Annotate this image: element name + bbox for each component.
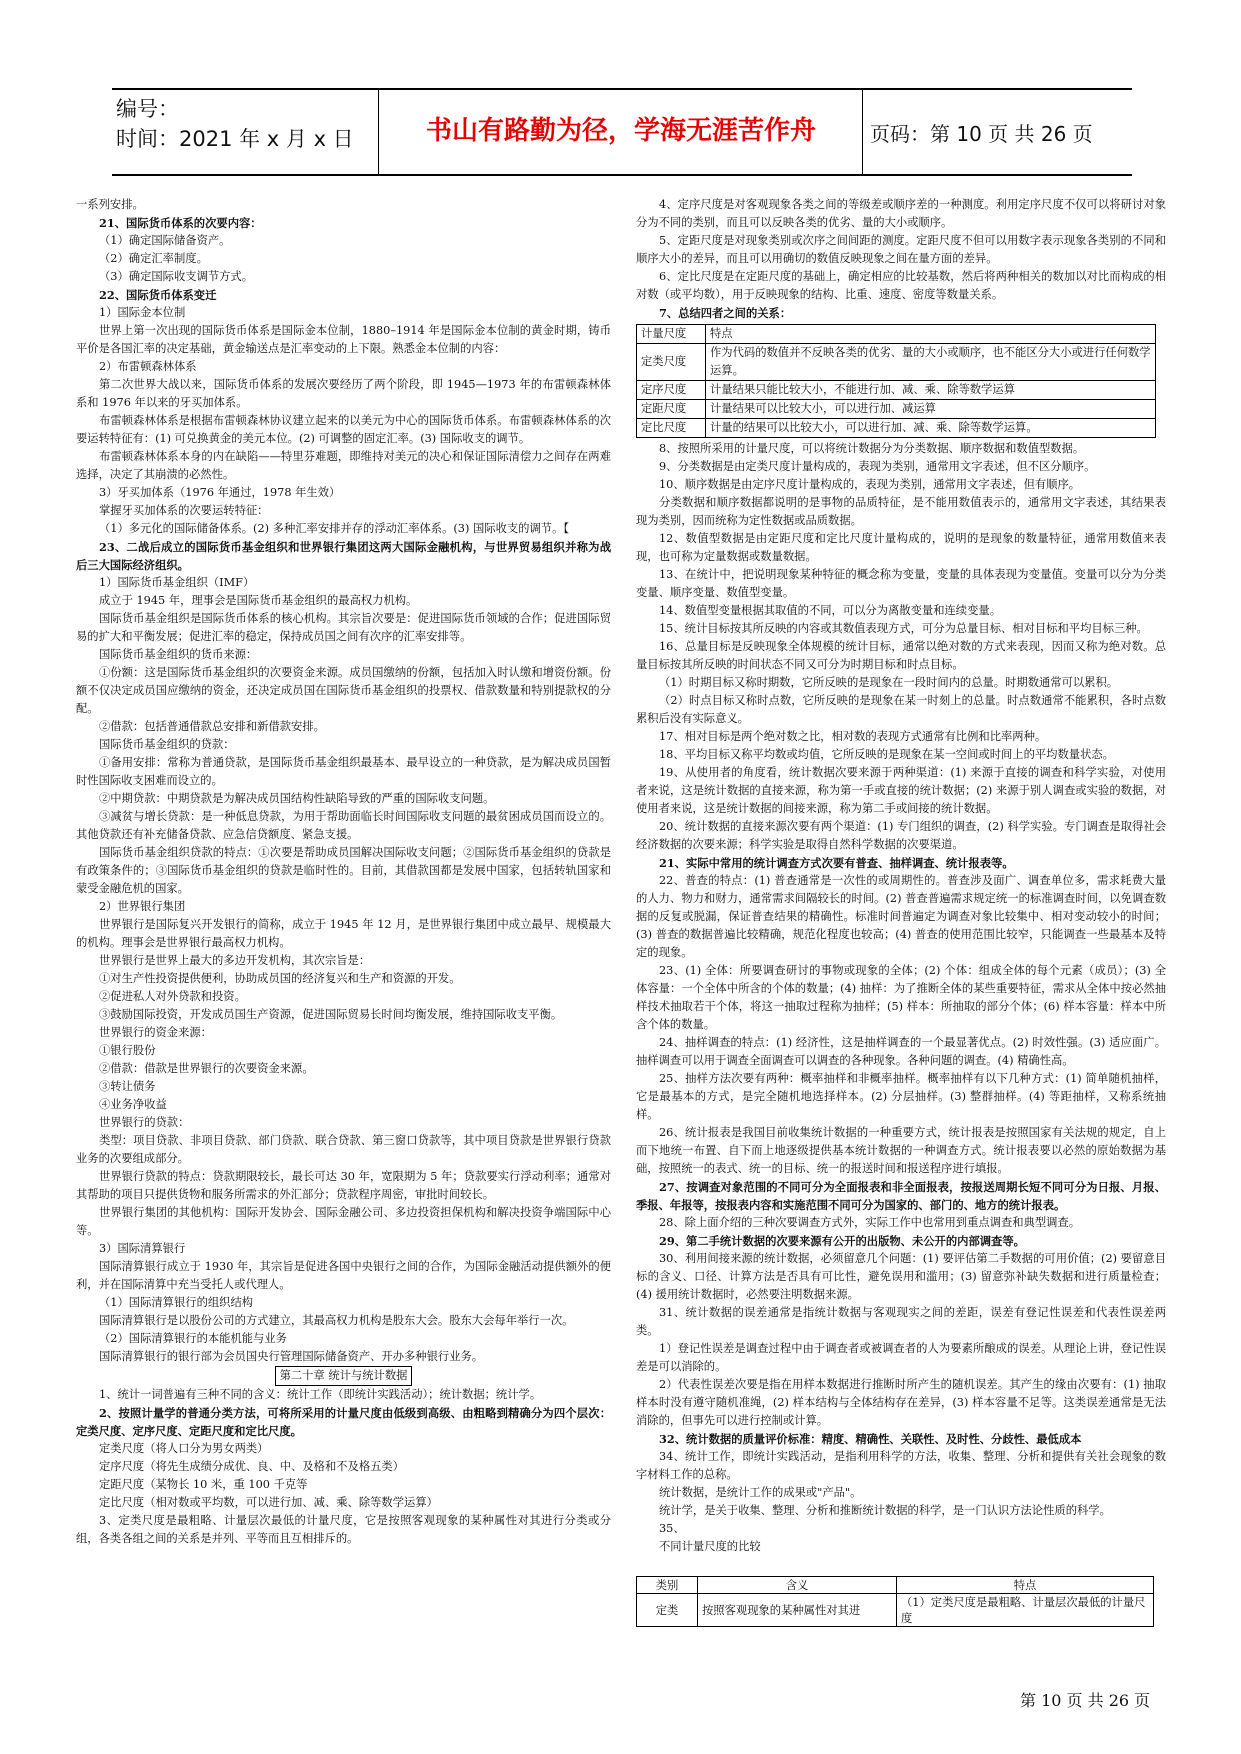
paragraph: 32、统计数据的质量评价标准：精度、精确性、关联性、及时性、分歧性、最低成本 (659, 1432, 1082, 1446)
paragraph: 成立于 1945 年，理事会是国际货币基金组织的最高权力机构。 (99, 594, 418, 607)
list-item: ②借款：借款是世界银行的次要资金来源。 (99, 1062, 314, 1075)
paragraph: 19、从使用者的角度看，统计数据次要来源于两种渠道：(1) 来源于直接的调查和科学实验，对使用者来说，这是统计数据的直接来源，称为第一手或直接的统计数据；(2) 来源于别人调查或实验的数据，对使用者来说，这是统计数据的间接来源，称为第二手或间接的统计数据。 (636, 766, 1166, 815)
paragraph: 28、除上面介绍的三种次要调查方式外，实际工作中也常用到重点调查和典型调查。 (659, 1216, 1081, 1229)
table-cell: （1）定类尺度是最粗略、计量层次最低的计量尺度 (897, 1594, 1154, 1627)
table-header-cell: 特点 (897, 1577, 1154, 1594)
subheading: 1）国际货币基金组织（IMF） (99, 576, 255, 589)
doc-number-label: 编号： (116, 97, 179, 121)
paragraph: （1）时期目标又称时期数，它所反映的是现象在一段时间内的总量。时期数通常可以累积。 (659, 676, 1119, 689)
header-page-number: 页码：第 10 页 共 26 页 (870, 122, 1093, 146)
list-item: （1）确定国际储备资产。 (99, 234, 231, 247)
paragraph: ③减贫与增长贷款：是一种低息贷款，为用于帮助面临长时间国际收支问题的最贫困成员国而设立的。其他贷款还有补充储备贷款、应急信贷额度、紧急支援。 (76, 810, 611, 841)
paragraph: （2）时点目标又称时点数，它所反映的是现象在某一时刻上的总量。时点数通常不能累积，各时点数累积后没有实际意义。 (636, 694, 1166, 725)
list-item: ③转让债务 (99, 1080, 156, 1093)
paragraph: 一系列安排。 (76, 198, 144, 211)
list-item: 定比尺度（相对数或平均数，可以进行加、减、乘、除等数学运算） (99, 1496, 438, 1509)
paragraph: 掌握牙买加体系的次要运转特征： (99, 504, 269, 517)
paragraph: 国际货币基金组织的贷款： (99, 738, 235, 751)
table-cell: 计量结果只能比较大小，不能进行加、减、乘、除等数学运算 (706, 381, 1156, 400)
subheading: （2）国际清算银行的本能机能与业务 (99, 1332, 287, 1345)
table-cell: 定类 (637, 1594, 698, 1627)
table-row (637, 381, 1156, 400)
paragraph: 国际清算银行是以股份公司的方式建立，其最高权力机构是股东大会。股东大会每年举行一次。 (99, 1314, 574, 1327)
doc-time-label: 时间：2021 年 x 月 x 日 (116, 127, 354, 151)
paragraph: 12、数值型数据是由定距尺度和定比尺度计量构成的，说明的是现象的数量特征，通常用数值来表现，也可称为定量数据或数量数据。 (636, 532, 1166, 563)
right-column (636, 196, 1166, 1556)
table-cell: 计量结果可以比较大小，可以进行加、减运算 (706, 400, 1156, 419)
table-cell: 按照客观现象的某种属性对其进 (698, 1594, 897, 1627)
paragraph: 第二次世界大战以来，国际货币体系的发展次要经历了两个阶段，即 1945—1973 年的布雷顿森林体系和 1976 年以来的牙买加体系。 (76, 378, 611, 409)
paragraph: 7、总结四者之间的关系： (659, 306, 792, 320)
paragraph: （1）多元化的国际储备体系。(2) 多种汇率安排并存的浮动汇率体系。(3) 国际收支的调节。【 (99, 522, 570, 535)
section-heading: 23、二战后成立的国际货币基金组织和世界银行集团这两大国际金融机构，与世界贸易组织并称为战后三大国际经济组织。 (76, 540, 611, 572)
table-row (637, 1594, 1154, 1627)
scale-table (636, 324, 1156, 438)
paragraph: 21、实际中常用的统计调查方式次要有普查、抽样调查、统计报表等。 (659, 856, 1014, 870)
paragraph: 34、统计工作，即统计实践活动，是指利用科学的方法，收集、整理、分析和提供有关社会现象的数字材料工作的总称。 (636, 1450, 1166, 1481)
paragraph: 25、抽样方法次要有两种：概率抽样和非概率抽样。概率抽样有以下几种方式：(1) 简单随机抽样，它是最基本的方式，是完全随机地选择样本。(2) 分层抽样。(3) 整群抽样。(4) 等距抽样，又称系统抽样。 (636, 1072, 1166, 1121)
paragraph: 世界银行是国际复兴开发银行的简称，成立于 1945 年 12 月，是世界银行集团中成立最早、规模最大的机构。理事会是世界银行最高权力机构。 (76, 918, 611, 949)
paragraph: 6、定比尺度是在定距尺度的基础上，确定相应的比较基数，然后将两种相关的数加以对比而构成的相对数（或平均数），用于反映现象的结构、比重、速度、密度等数量关系。 (636, 270, 1166, 301)
table-cell: 定比尺度 (637, 419, 706, 438)
footer-page-number: 第 10 页 共 26 页 (1020, 1691, 1151, 1710)
header-motto: 书山有路勤为径，学海无涯苦作舟 (425, 116, 816, 146)
table-header-cell: 类别 (637, 1577, 698, 1594)
subheading: 1）国际金本位制 (99, 306, 186, 319)
header-divider (378, 90, 379, 174)
paragraph: 国际货币基金组织是国际货币体系的核心机构。其宗旨次要是：促进国际货币领域的合作；促进国际贸易的扩大和平衡发展；促进汇率的稳定，保持成员国之间有次序的汇率安排等。 (76, 612, 611, 643)
list-item: ①对生产性投资提供便利，协助成员国的经济复兴和生产和资源的开发。 (99, 972, 461, 985)
list-item: ④业务净收益 (99, 1098, 167, 1111)
table-header-row (637, 325, 1156, 344)
paragraph: 世界银行贷款的特点：贷款期限较长，最长可达 30 年，宽限期为 5 年；贷款要实行浮动利率；通常对其帮助的项目只提供货物和服务所需求的外汇部分；贷款程序周密，审批时间较长。 (76, 1170, 611, 1201)
paragraph: 3、定类尺度是最粗略、计量层次最低的计量尺度，它是按照客观现象的某种属性对其进行分类或分组，各类各组之间的关系是并列、平等而且互相排斥的。 (76, 1514, 611, 1545)
table-cell: 定序尺度 (637, 381, 706, 400)
scale-comparison-table (636, 1576, 1154, 1627)
subheading: 2）世界银行集团 (99, 900, 186, 913)
paragraph: 8、按照所采用的计量尺度，可以将统计数据分为分类数据、顺序数据和数值型数据。 (659, 442, 1085, 455)
list-item: （3）确定国际收支调节方式。 (99, 270, 254, 283)
list-item: 定距尺度（某物长 10 米，重 100 千克等 (99, 1478, 308, 1491)
chapter-title: 第二十章 统计与统计数据 (275, 1366, 413, 1386)
paragraph: 世界银行集团的其他机构：国际开发协会、国际金融公司、多边投资担保机构和解决投资争端国际中心等。 (76, 1206, 611, 1237)
paragraph: 1、统计一词普遍有三种不同的含义：统计工作（即统计实践活动）；统计数据；统计学。 (99, 1388, 542, 1401)
paragraph: 27、按调查对象范围的不同可分为全面报表和非全面报表，按报送周期长短不同可分为日报、月报、季报、年报等，按报表内容和实施范围不同可分为国家的、部门的、地方的统计报表。 (636, 1180, 1166, 1212)
list-item: （2）确定汇率制度。 (99, 252, 208, 265)
table-cell: 定类尺度 (637, 344, 706, 381)
paragraph: 世界银行的资金来源： (99, 1026, 212, 1039)
paragraph: 统计数据，是统计工作的成果或"产品"。 (659, 1486, 862, 1499)
paragraph: 布雷顿森林体系本身的内在缺陷——特里芬难题，即维持对美元的决心和保证国际清偿力之间存在两难选择，决定了其崩溃的必然性。 (76, 450, 611, 481)
paragraph: 国际清算银行的银行部为会员国央行管理国际储备资产、开办多种银行业务。 (99, 1350, 484, 1363)
paragraph: 30、利用间接来源的统计数据，必须留意几个问题：(1) 要评估第二手数据的可用价值；(2) 要留意目标的含义、口径、计算方法是否具有可比性，避免误用和滥用；(3) 留意弥补缺失数据和进行质量检查；(4) 援用统计数据时，必然要注明数据来源。 (636, 1252, 1166, 1301)
paragraph: 22、普查的特点：(1) 普查通常是一次性的或周期性的。普查涉及面广、调查单位多，需求耗费大量的人力、物力和财力，通常需求间隔较长的时间。(2) 普查普遍需求规定统一的标准调查时间，以免调查数据的反复或脱漏，保证普查结果的精确性。标准时间普遍定为调查对象比较集中、相对变动较小的时间；(3) 普查的数据普遍比较精确，规范化程度也较高；(4) 普查的使用范围比较窄，只能调查一些最基本及特定的现象。 (636, 874, 1166, 959)
paragraph: 国际货币基金组织贷款的特点：①次要是帮助成员国解决国际收支问题；②国际货币基金组织的贷款是有政策条件的；③国际货币基金组织的贷款是临时性的。目前，其借款国都是发展中国家，包括转轨国家和蒙受金融危机的国家。 (76, 846, 611, 895)
paragraph: 14、数值型变量根据其取值的不同，可以分为离散变量和连续变量。 (659, 604, 1001, 617)
page-header (112, 88, 1132, 176)
table-header-cell: 特点 (706, 325, 1156, 344)
paragraph: 统计学，是关于收集、整理、分析和推断统计数据的科学，是一门认识方法论性质的科学。 (659, 1504, 1111, 1517)
section-heading: 21、国际货币体系的次要内容： (99, 216, 262, 230)
paragraph: 35、 (659, 1522, 685, 1535)
subheading: 2）布雷顿森林体系 (99, 360, 197, 373)
subheading: （1）国际清算银行的组织结构 (99, 1296, 254, 1309)
paragraph: 17、相对目标是两个绝对数之比，相对数的表现方式通常有比例和比率两种。 (659, 730, 1047, 743)
paragraph: 24、抽样调查的特点：(1) 经济性，这是抽样调查的一个最显著优点。(2) 时效性强。(3) 适应面广。抽样调查可以用于调查全面调查可以调查的各种现象。各种问题的调查。(4) 精确性高。 (636, 1036, 1166, 1067)
paragraph: ①备用安排：常称为普通贷款，是国际货币基金组织最基本、最早设立的一种贷款，是为解决成员国暂时性国际收支困难而设立的。 (76, 756, 611, 787)
paragraph: 10、顺序数据是由定序尺度计量构成的，表现为类别，通常用文字表述，但有顺序。 (659, 478, 1081, 491)
chapter-title-row (76, 1366, 611, 1386)
section-heading: 22、国际货币体系变迁 (99, 288, 217, 302)
subheading: 3）国际清算银行 (99, 1242, 186, 1255)
paragraph: 20、统计数据的直接来源次要有两个渠道：(1) 专门组织的调查，(2) 科学实验。专门调查是取得社会经济数据的次要来源；科学实验是取得自然科学数据的次要渠道。 (636, 820, 1166, 851)
paragraph: 4、定序尺度是对客观现象各类之间的等级差或顺序差的一种测度。利用定序尺度不仅可以将研讨对象分为不同的类别，而且可以反映各类的优劣、量的大小或顺序。 (636, 198, 1166, 229)
paragraph: 国际货币基金组织的货币来源： (99, 648, 258, 661)
paragraph: 世界银行的贷款： (99, 1116, 190, 1129)
paragraph: 2）代表性误差次要是指在用样本数据进行推断时所产生的随机误差。其产生的缘由次要有：(1) 抽取样本时没有遵守随机准绳，(2) 样本结构与全体结构存在差异，(3) 样本容量不足等。这类误差通常是无法消除的，但事先可以进行控制或计算。 (636, 1378, 1166, 1427)
list-item: ③鼓励国际投资，开发成员国生产资源，促进国际贸易长时间均衡发展，维持国际收支平衡。 (99, 1008, 563, 1021)
paragraph: 类型：项目贷款、非项目贷款、部门贷款、联合贷款、第三窗口贷款等，其中项目贷款是世界银行贷款业务的次要组成部分。 (76, 1134, 611, 1165)
paragraph: 不同计量尺度的比较 (659, 1540, 761, 1553)
paragraph: 26、统计报表是我国目前收集统计数据的一种重要方式，统计报表是按照国家有关法规的规定，自上而下地统一布置、自下而上地逐级提供基本统计数据的一种调查方式。统计报表要以必然的原始数据为基础，按照统一的表式、统一的目标、统一的报送时间和报送程序进行填报。 (636, 1126, 1166, 1175)
paragraph: 国际清算银行成立于 1930 年，其宗旨是促进各国中央银行之间的合作，为国际金融活动提供额外的便利，并在国际清算中充当受托人或代理人。 (76, 1260, 611, 1291)
list-item: ①银行股份 (99, 1044, 156, 1057)
paragraph: 5、定距尺度是对现象类别或次序之间间距的测度。定距尺度不但可以用数字表示现象各类别的不同和顺序大小的差异，而且可以用确切的数值反映现象之间在量方面的差异。 (636, 234, 1166, 265)
table-header-row (637, 1577, 1154, 1594)
table-header-cell: 含义 (698, 1577, 897, 1594)
paragraph: 世界上第一次出现的国际货币体系是国际金本位制，1880–1914 年是国际金本位制的黄金时期，铸币平价是各国汇率的决定基础，黄金输送点是汇率变动的上下限。熟悉金本位制的内容： (76, 324, 611, 355)
left-column (76, 196, 611, 1548)
list-item: ②促进私人对外贷款和投资。 (99, 990, 246, 1003)
paragraph: 31、统计数据的误差通常是指统计数据与客观现实之间的差距，误差有登记性误差和代表性误差两类。 (636, 1306, 1166, 1337)
paragraph: 布雷顿森林体系是根据布雷顿森林协议建立起来的以美元为中心的国际货币体系。布雷顿森林体系的次要运转特征有：(1) 可兑换黄金的美元本位。(2) 可调整的固定汇率。(3) 国际收支的调节。 (76, 414, 611, 445)
header-divider (862, 90, 863, 174)
paragraph: ②中期贷款：中期贷款是为解决成员国结构性缺陷导致的严重的国际收支问题。 (99, 792, 495, 805)
subheading: 3）牙买加体系（1976 年通过，1978 年生效） (99, 486, 341, 499)
table-header-cell: 计量尺度 (637, 325, 706, 344)
table-cell: 作为代码的数值并不反映各类的优劣、量的大小或顺序，也不能区分大小或进行任何数学运算。 (706, 344, 1156, 381)
paragraph: 13、在统计中，把说明现象某种特征的概念称为变量，变量的具体表现为变量值。变量可以分为分类变量、顺序变量、数值型变量。 (636, 568, 1166, 599)
table-row (637, 400, 1156, 419)
table-row (637, 344, 1156, 381)
paragraph: ②借款：包括普通借款总安排和新借款安排。 (99, 720, 325, 733)
paragraph: 2、按照计量学的普通分类方法，可将所采用的计量尺度由低级到高级、由粗略到精确分为四个层次：定类尺度、定序尺度、定距尺度和定比尺度。 (76, 1406, 611, 1438)
paragraph: 18、平均目标又称平均数或均值，它所反映的是现象在某一空间或时间上的平均数量状态。 (659, 748, 1114, 761)
table-row (637, 419, 1156, 438)
paragraph: 23、(1) 全体：所要调查研讨的事物或现象的全体；(2) 个体：组成全体的每个元素（成员）；(3) 全体容量：一个全体中所含的个体的数量；(4) 抽样：为了推断全体的某些重要特征，需求从全体中按必然抽样技术抽取若干个体，将这一抽取过程称为抽样；(5) 样本：所抽取的部分个体；(6) 样本容量：样本中所含个体的数量。 (636, 964, 1166, 1031)
paragraph: 16、总量目标是反映现象全体规模的统计目标，通常以绝对数的方式来表现，因而又称为绝对数。总量目标按其所反映的时间状态不同又可分为时期目标和时点目标。 (636, 640, 1166, 671)
paragraph: 15、统计目标按其所反映的内容或其数值表现方式，可分为总量目标、相对目标和平均目标三种。 (659, 622, 1148, 635)
header-info (116, 94, 378, 154)
paragraph: 分类数据和顺序数据都说明的是事物的品质特征，是不能用数值表示的，通常用文字表述，其结果表现为类别，因而统称为定性数据或品质数据。 (636, 496, 1166, 527)
list-item: 定序尺度（将先生成绩分成优、良、中、及格和不及格五类） (99, 1460, 405, 1473)
paragraph: 世界银行是世界上最大的多边开发机构，其次宗旨是： (99, 954, 371, 967)
list-item: 定类尺度（将人口分为男女两类） (99, 1442, 269, 1455)
paragraph: 29、第二手统计数据的次要来源有公开的出版物、未公开的内部调查等。 (659, 1234, 1025, 1248)
paragraph: 1）登记性误差是调查过程中由于调查者或被调查者的人为要素所酿成的误差。从理论上讲，登记性误差是可以消除的。 (636, 1342, 1166, 1373)
table-cell: 定距尺度 (637, 400, 706, 419)
paragraph: ①份额：这是国际货币基金组织的次要资金来源。成员国缴纳的份额，包括加入时认缴和增资份额。份额不仅决定成员国应缴纳的资金，还决定成员国在国际货币基金组织的投票权、借款数量和特别提款权的分配。 (76, 666, 611, 715)
paragraph: 9、分类数据是由定类尺度计量构成的，表现为类别，通常用文字表述，但不区分顺序。 (659, 460, 1096, 473)
table-cell: 计量的结果可以比较大小，可以进行加、减、乘、除等数学运算。 (706, 419, 1156, 438)
